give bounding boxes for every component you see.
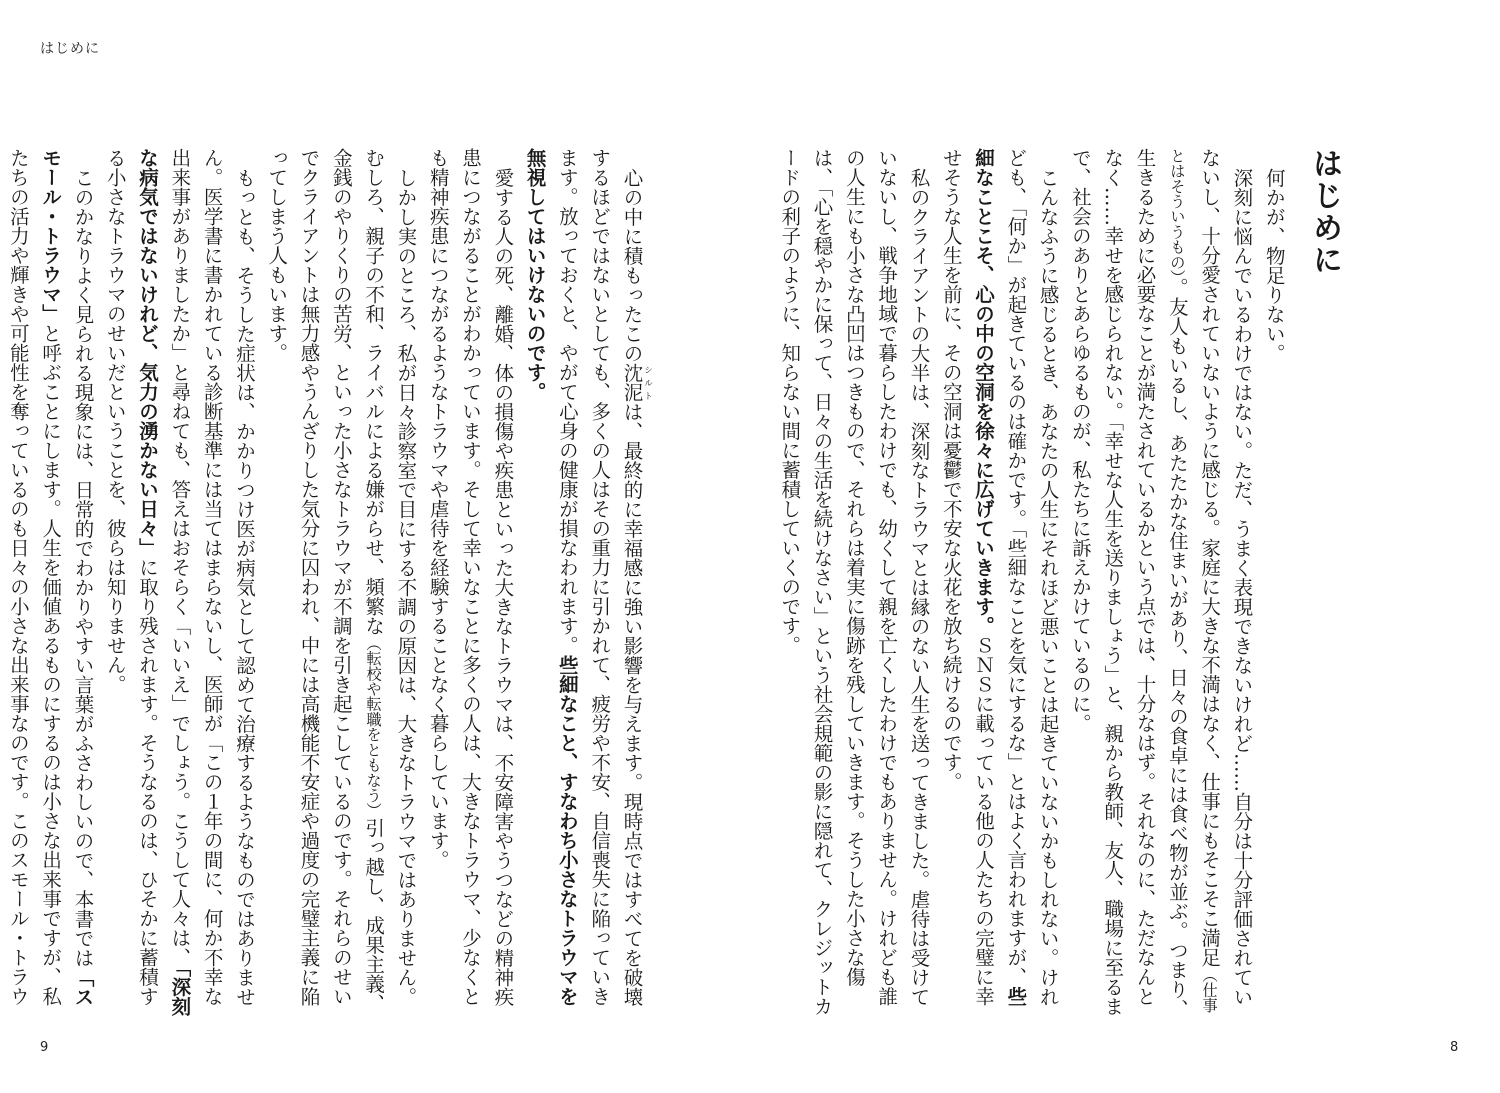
text: しかし実のところ、私が日々診察室で目にする不調の原因は、大きなトラウマではありません。むしろ、親子の不和、ライバルによる嫌がらせ、頻繁な: [362, 148, 418, 1006]
parenthetical: （転校や転職をともなう）: [364, 635, 383, 819]
text: は、最終的に幸福感に強い影響を与えます。現時点ではすべてを破壊するほどではないとしても、多くの人はその重力に引かれて、疲労や不安、自信喪失に陥っていきます。放っておくと、やがて心身の健康が損なわれます。: [555, 148, 644, 1006]
paragraph: [1064, 148, 1258, 1024]
text: 。友人もいるし、あたたかな住まいがあり、日々の食卓には食べ物が並ぶ。つまり、生きるために必要なことが満たされているかという点では、十分なはず。それなのに、ただなんとなく……幸せを感じられない。「幸せな人生を送りましょう」と、親から教師、友人、職場に至るまで、社会のありとあらゆるものが、私たちに訴えかけているのに。: [1068, 148, 1189, 1019]
paragraph: [260, 148, 421, 1024]
paragraph: [773, 148, 934, 1024]
ruby-reading: シルト: [642, 362, 652, 402]
text: 何かが、物足りない。: [1262, 167, 1286, 363]
text: このかなりよく見られる現象には、日常的でわかりやすい言葉がふさわしいので、本書では: [71, 167, 95, 967]
ruby-base: 沈泥: [620, 362, 644, 402]
paragraph: [98, 148, 259, 1024]
text: ＳＮＳに載っている他の人たちの完璧に幸せそうな人生を前に、その空洞は憂鬱で不安な火花を放ち続けるのです。: [939, 148, 996, 1006]
page-number-left: 9: [40, 1040, 49, 1055]
text: 私のクライアントの大半は、深刻なトラウマとは縁のない人生を送ってきました。虐待は受けていないし、戦争地域で暮らしたわけでも、幼くして親を亡くしたわけでもありません。けれども誰の人生にも小さな凸凹はつきもので、それらは着実に傷跡を残していきます。そうした小さな傷は、「心を穏やかに保って、日々の生活を続けなさい」という社会規範の影に隠れて、クレジットカードの利子のように、知らない間に蓄積していくのです。: [778, 148, 931, 1016]
parenthetical: （仕事とはそういうもの）: [1167, 148, 1219, 1013]
text: こんなふうに感じるとき、あなたの人生にそれほど悪いことは起きていないかもしれない。けれども、「何か」が起きているのは確かです。「些細なことを気にするな」とはよく言われますが、: [1004, 148, 1060, 1006]
chapter-title: はじめに: [1307, 148, 1342, 276]
paragraph: [518, 148, 652, 1024]
text: に取り残されます。そうなるのは、ひそかに蓄積する小さなトラウマのせいだということを、彼らは知りません。: [103, 148, 160, 1006]
text: と呼ぶことにします。人生を価値あるものにするのは小さな出来事ですが、私たちの活力や輝きや可能性を奪っているのも日々の小さな出来事なのです。このスモール・トラウ: [6, 148, 63, 1006]
ruby-word: [620, 362, 652, 402]
paragraph: [0, 148, 98, 1024]
running-head: はじめに: [40, 41, 100, 57]
paragraph: [934, 148, 1063, 1024]
text: 心の中に積もったこの: [620, 167, 644, 363]
emphasis: 些細なことこそ、心の中の空洞を徐々に広げていきます。: [972, 148, 1028, 1006]
emphasis: 些細なこと、すなわち小さなトラウマを無視してはいけないのです。: [523, 148, 579, 1006]
emphasis: 「スモール・トラウマ」: [39, 148, 95, 1006]
text: もっとも、そうした症状は、かかりつけ医が病気として認めて治療するようなものではありません。医学書に書かれている診断基準には当てはまらないし、医師が「この１年の間に、何か不幸な出来事がありましたか」と尋ねても、答えはおそらく「いいえ」でしょう。こうして人々は、: [168, 148, 256, 1006]
emphasis: 「深刻な病気ではないけれど、気力の湧かない日々」: [136, 148, 192, 1016]
right-page-body: [778, 148, 1342, 1024]
text: 愛する人の死、離婚、体の損傷や疾患といった大きなトラウマは、不安障害やうつなどの精神疾患につながることがわかっています。そして幸いなことに多くの人は、大きなトラウマ、少なくとも精神疾患につながるようなトラウマや虐待を経験することなく暮らしています。: [426, 148, 515, 1006]
left-page-body: [6, 148, 652, 1024]
text: 引っ越し、成果主義、金銭のやりくりの苦労、といった小さなトラウマが不調を引き起こしているのです。それらのせいでクライアントは無力感やうんざりした気分に囚われ、中には高機能不安症や過度の完璧主義に陥ってしまう人もいます。: [265, 148, 386, 1014]
paragraph: [1257, 148, 1289, 1024]
page-number-right: 8: [1450, 1040, 1459, 1055]
paragraph: [421, 148, 518, 1024]
text: 深刻に悩んでいるわけではない。ただ、うまく表現できないけれど……自分は十分評価されていないし、十分愛されていないように感じる。家庭に大きな不満はなく、仕事にもそこそこ満足: [1198, 148, 1254, 1006]
